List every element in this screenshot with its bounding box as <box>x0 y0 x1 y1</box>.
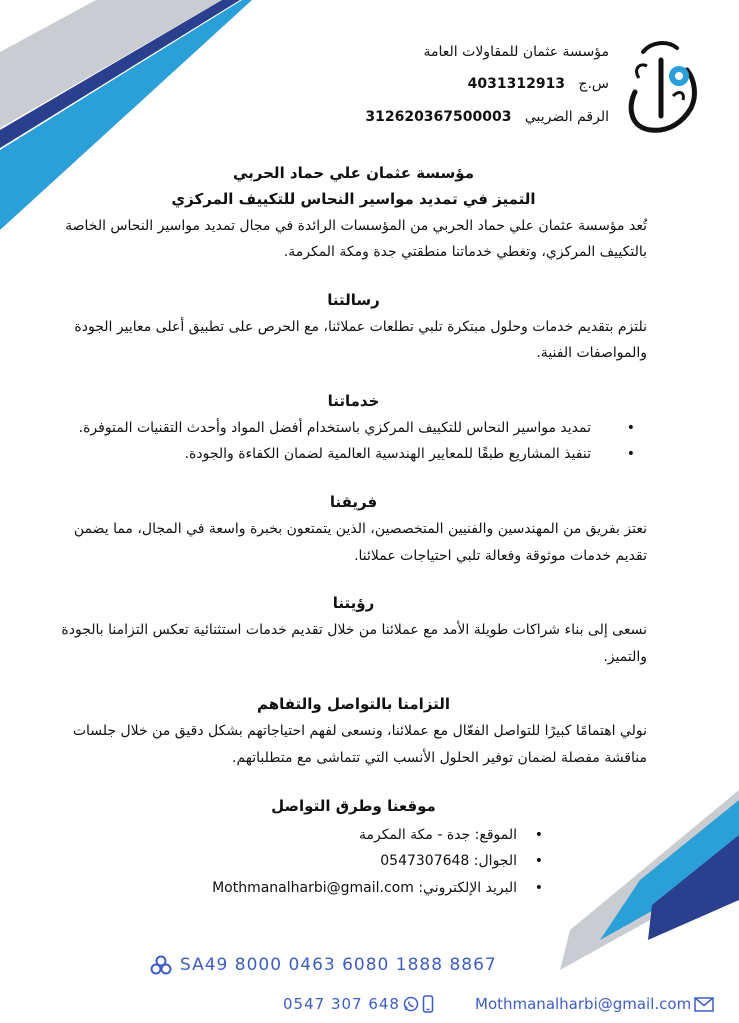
tax-number-row <box>209 109 609 125</box>
vision-heading: رؤيتنا <box>332 594 375 613</box>
contact-list <box>60 822 647 902</box>
mobile-label: الجوال: <box>473 853 517 870</box>
company-name: مؤسسة عثمان للمقاولات العامة <box>423 44 609 60</box>
commercial-registration <box>209 76 609 92</box>
company-logo-icon <box>621 30 707 140</box>
vision-text: نسعى إلى بناء شراكات طويلة الأمد مع عملائنا من خلال تقديم خدمات استثنائية تعكس التزامنا بالجودة والتميز. <box>61 622 647 665</box>
contact-mobile <box>60 848 517 875</box>
intro-paragraph: تُعد مؤسسة عثمان علي حماد الحربي من المؤسسات الرائدة في مجال تمديد مواسير النحاس الخاصة بالتكييف المركزي، وتغطي خدماتنا منطقتي جدة ومكة المكرمة. <box>65 217 647 261</box>
tax-number: 312620367500003 <box>365 109 512 125</box>
document-title: مؤسسة عثمان علي حماد الحربي <box>232 164 475 182</box>
footer-phone[interactable] <box>283 995 434 1013</box>
commitment-text: نولي اهتمامًا كبيرًا للتواصل الفعّال مع عملائنا، ونسعى لفهم احتياجاتهم بشكل دقيق من خلال جلسات مناقشة مفصلة لضمان توفير الحلول الأنسب التي تتماشى مع متطلباتهم. <box>72 723 647 767</box>
list-item: • تمديد مواسير النحاس للتكييف المركزي باستخدام أفضل المواد وأحدث التقنيات المتوفرة. <box>60 415 591 442</box>
contact-location <box>60 822 517 849</box>
footer-email-address: Mothmanalharbi@gmail.com <box>475 995 692 1013</box>
email-label: البريد الإلكتروني: <box>418 879 517 896</box>
mobile-value[interactable]: 0547307648 <box>380 853 470 870</box>
services-list <box>60 415 647 468</box>
list-item: • تنفيذ المشاريع طبقًا للمعايير الهندسية العالمية لضمان الكفاءة والجودة. <box>60 441 591 468</box>
services-heading: خدماتنا <box>327 391 380 410</box>
document-body <box>60 160 647 901</box>
document-subtitle: التميز في تمديد مواسير النحاس للتكييف المركزي <box>171 190 536 209</box>
footer-email[interactable] <box>475 995 714 1013</box>
mail-icon <box>694 997 714 1012</box>
mission-heading: رسالتنا <box>327 290 380 309</box>
footer-phone-number: 0547 307 648 <box>283 995 400 1013</box>
tax-label: الرقم الضريبي <box>524 109 609 125</box>
email-value[interactable]: Mothmanalharbi@gmail.com <box>212 879 414 896</box>
contact-heading: موقعنا وطرق التواصل <box>271 796 436 815</box>
mission-text: نلتزم بتقديم خدمات وحلول مبتكرة تلبي تطلعات عملائنا، مع الحرص على تطبيق أعلى معايير الجودة والمواصفات الفنية. <box>74 318 647 362</box>
bank-logo-icon <box>150 955 172 975</box>
cr-number: 4031312913 <box>467 76 566 92</box>
commitment-heading: التزامنا بالتواصل والتفاهم <box>256 695 451 714</box>
team-heading: فريقنا <box>329 493 378 512</box>
phone-icon <box>422 995 434 1013</box>
cr-label: س.ج <box>578 76 609 92</box>
team-text: نعتز بفريق من المهندسين والفنيين المتخصصين، الذين يتمتعون بخبرة واسعة في المجال، مما يضمن تقديم خدمات موثوقة وفعالة تلبي احتياجات عملائنا. <box>73 521 647 564</box>
iban-row <box>150 955 497 975</box>
contact-email <box>60 875 517 902</box>
location-label: الموقع: <box>474 826 517 843</box>
iban-number: SA49 8000 0463 6080 1888 8867 <box>180 955 497 975</box>
whatsapp-icon <box>403 996 419 1012</box>
location-value: جدة - مكة المكرمة <box>359 826 471 843</box>
footer <box>0 993 739 1019</box>
